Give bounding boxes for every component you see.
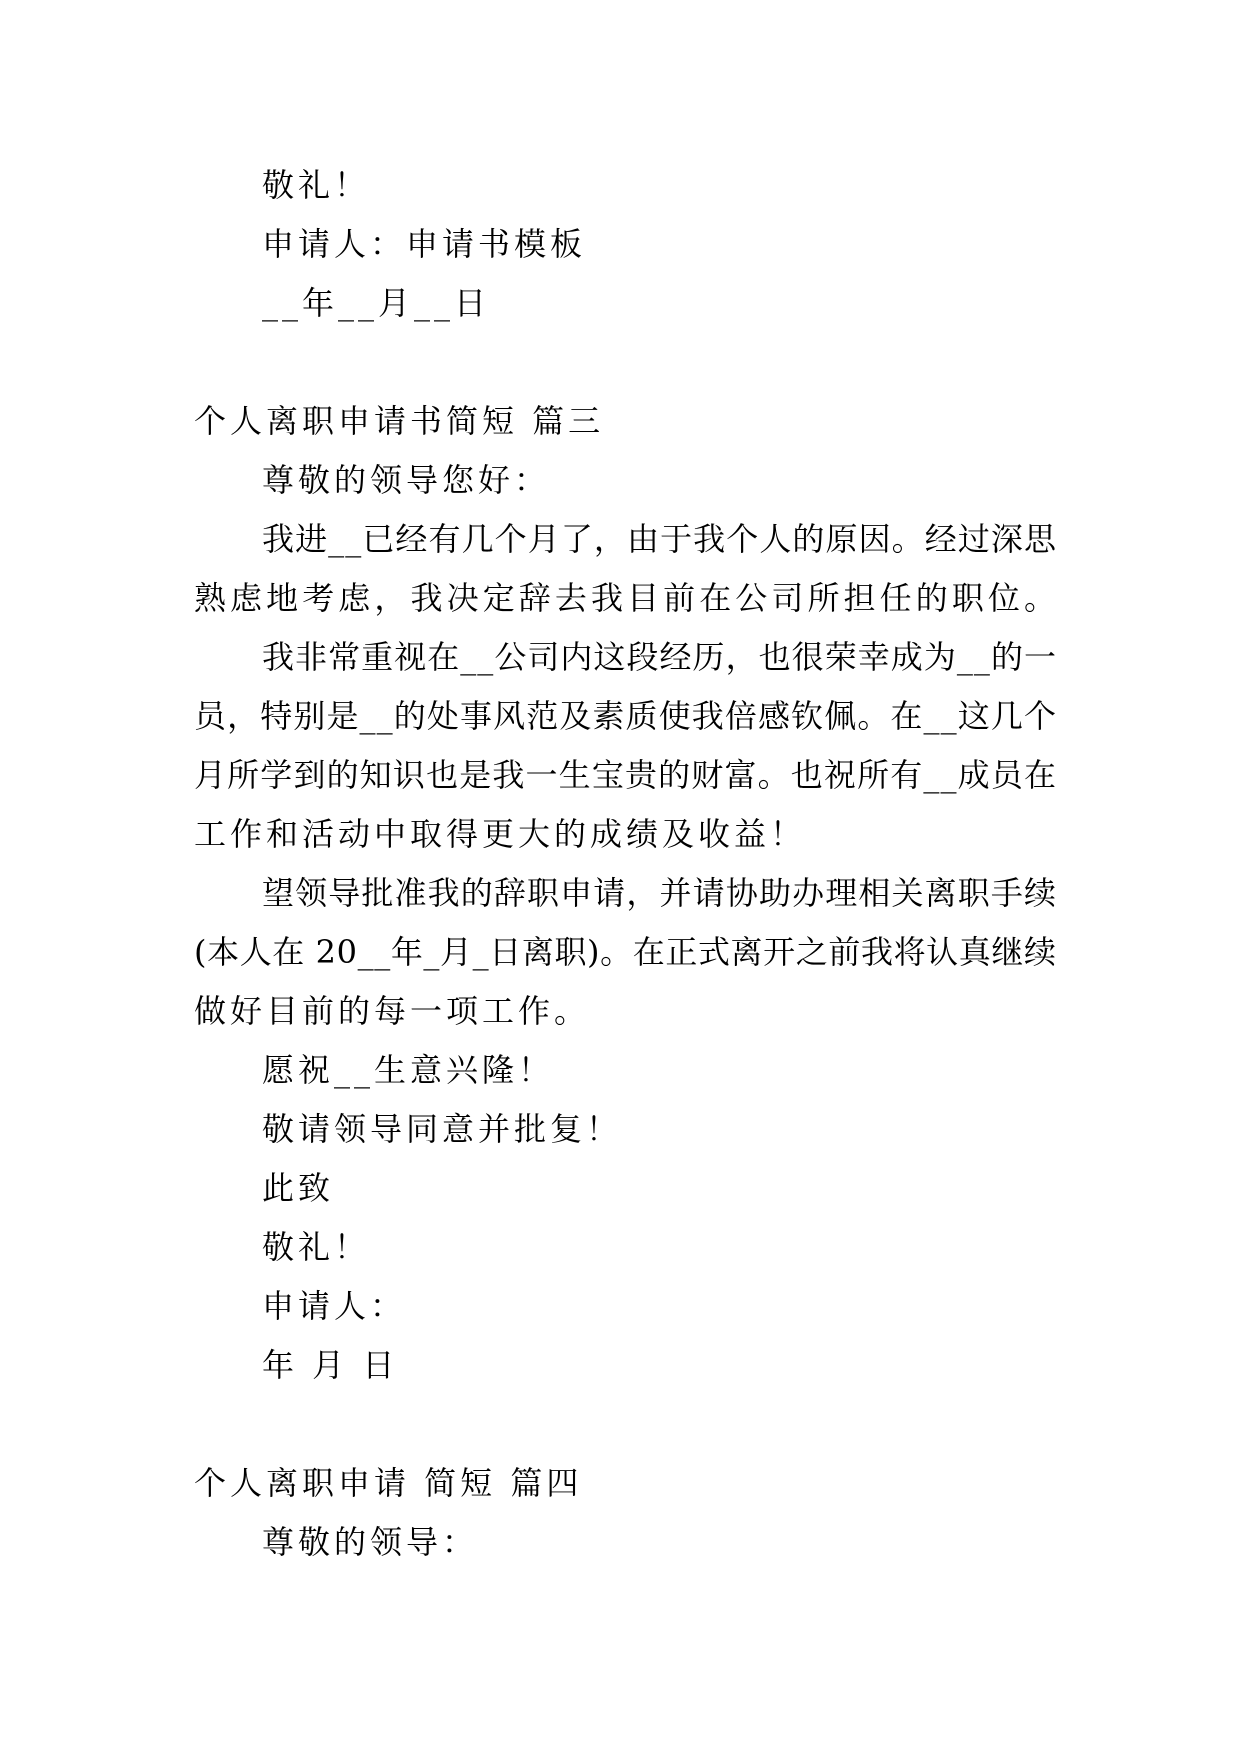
- blank-line: [194, 1395, 1056, 1454]
- paragraph-line: [194, 510, 1056, 569]
- salutation-line: [194, 156, 1056, 215]
- applicant-line: [194, 1277, 1056, 1336]
- salutation-line: [194, 1218, 1056, 1277]
- applicant-text: 申请人：: [262, 1287, 407, 1325]
- paragraph-line: [194, 569, 1061, 628]
- previous-letter-closing: [194, 156, 1056, 333]
- wish-text: 愿祝__生意兴隆！: [262, 1051, 555, 1089]
- greeting-line: [194, 1513, 1056, 1572]
- section-title: [194, 1454, 1056, 1513]
- section-title-text: 个人离职申请 简短 篇四: [194, 1464, 583, 1502]
- letter-part-4: [194, 1454, 1056, 1572]
- blank-line: [194, 333, 1056, 392]
- greeting-text: 尊敬的领导您好：: [262, 461, 551, 499]
- paragraph-line-text: 我进__已经有几个月了，由于我个人的原因。经过深思: [262, 520, 1058, 558]
- paragraph-line-text: (本人在 20__年_月_日离职)。在正式离开之前我将认真继续: [194, 933, 1057, 971]
- applicant-text: 申请人：申请书模板: [262, 225, 587, 263]
- paragraph-1: [194, 510, 1061, 628]
- paragraph-line-text: 员，特别是__的处事风范及素质使我倍感钦佩。在__这几个: [194, 697, 1058, 735]
- document-body: [194, 156, 1061, 1572]
- date-text: __年__月__日: [262, 284, 491, 322]
- paragraph-line: [194, 923, 1056, 982]
- paragraph-line: [194, 805, 1056, 864]
- paragraph-line: [194, 746, 1056, 805]
- paragraph-line-text: 月所学到的知识也是我一生宝贵的财富。也祝所有__成员在: [194, 756, 1058, 794]
- date-text: 年 月 日: [262, 1346, 399, 1384]
- paragraph-line: [194, 982, 1056, 1041]
- wish-line: [194, 1041, 1056, 1100]
- section-title-text: 个人离职申请书简短 篇三: [194, 402, 605, 440]
- paragraph-line: [194, 628, 1056, 687]
- paragraph-line-text: 熟虑地考虑，我决定辞去我目前在公司所担任的职位。: [194, 579, 1061, 617]
- paragraph-line-text: 望领导批准我的辞职申请，并请协助办理相关离职手续: [262, 874, 1058, 912]
- date-line: [194, 274, 1056, 333]
- date-line: [194, 1336, 1056, 1395]
- salutation-text: 敬礼！: [262, 1228, 371, 1266]
- letter-part-3: [194, 392, 1061, 1395]
- greeting-text: 尊敬的领导：: [262, 1523, 479, 1561]
- salutation-text: 敬礼！: [262, 166, 371, 204]
- paragraph-line: [194, 864, 1056, 923]
- section-title: [194, 392, 1056, 451]
- closing-line: [194, 1159, 1056, 1218]
- paragraph-3: [194, 864, 1056, 1041]
- applicant-line: [194, 215, 1056, 274]
- greeting-line: [194, 451, 1056, 510]
- request-text: 敬请领导同意并批复！: [262, 1110, 623, 1148]
- paragraph-2: [194, 628, 1056, 864]
- paragraph-line-text: 我非常重视在__公司内这段经历，也很荣幸成为__的一: [262, 638, 1058, 676]
- paragraph-line: [194, 687, 1056, 746]
- closing-text: 此致: [262, 1169, 335, 1207]
- paragraph-line-text: 做好目前的每一项工作。: [194, 992, 591, 1030]
- request-line: [194, 1100, 1056, 1159]
- paragraph-line-text: 工作和活动中取得更大的成绩及收益！: [194, 815, 807, 853]
